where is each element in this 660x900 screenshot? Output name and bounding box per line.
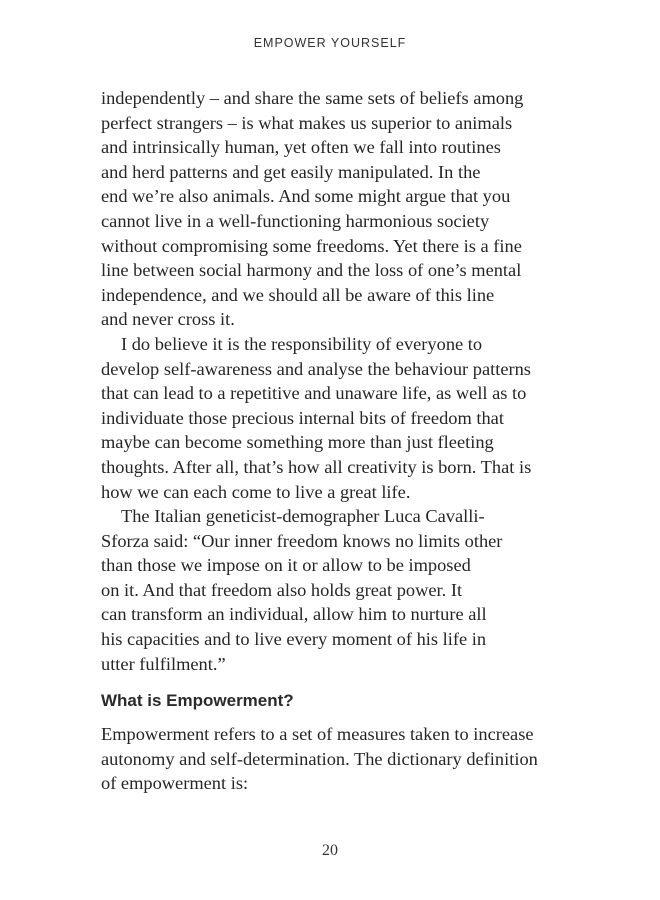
text-line: autonomy and self-determination. The dictionary definition xyxy=(101,748,538,769)
text-line: individuate those precious internal bits of freedom that xyxy=(101,407,504,428)
text-line: maybe can become something more than just fleeting xyxy=(101,432,494,453)
text-line: of empowerment is: xyxy=(101,773,249,794)
text-line: than those we impose on it or allow to be imposed xyxy=(101,555,471,576)
paragraph-2 xyxy=(101,332,571,504)
text-line: independently – and share the same sets of beliefs among xyxy=(101,88,524,108)
text-line: and never cross it. xyxy=(101,309,235,330)
page-number: 20 xyxy=(322,842,338,859)
running-head: EMPOWER YOURSELF xyxy=(253,36,407,50)
text-line: and intrinsically human, yet often we fall into routines xyxy=(101,137,501,158)
text-line: on it. And that freedom also holds great power. It xyxy=(101,579,463,600)
paragraph-3 xyxy=(101,504,571,676)
section-heading: What is Empowerment? xyxy=(101,691,294,711)
text-line: that can lead to a repetitive and unaware life, as well as to xyxy=(101,383,527,404)
text-line: Sforza said: “Our inner freedom knows no limits other xyxy=(101,530,503,551)
text-line: and herd patterns and get easily manipulated. In the xyxy=(101,161,481,182)
text-line: I do believe it is the responsibility of everyone to xyxy=(121,333,483,354)
text-line: thoughts. After all, that’s how all creativity is born. That is xyxy=(101,456,532,477)
text-line: without compromising some freedoms. Yet there is a fine xyxy=(101,235,522,256)
text-line: cannot live in a well-functioning harmonious society xyxy=(101,210,490,231)
text-line: independence, and we should all be aware of this line xyxy=(101,284,495,305)
paragraph-4 xyxy=(101,722,571,796)
text-line: how we can each come to live a great life. xyxy=(101,481,411,502)
text-line: utter fulfilment.” xyxy=(101,653,226,674)
body-text xyxy=(101,86,571,796)
text-line: develop self-awareness and analyse the behaviour patterns xyxy=(101,358,531,379)
text-line: end we’re also animals. And some might argue that you xyxy=(101,186,511,207)
text-line: Empowerment refers to a set of measures taken to increase xyxy=(101,724,534,745)
text-line: line between social harmony and the loss of one’s mental xyxy=(101,260,522,281)
text-line: can transform an individual, allow him to nurture all xyxy=(101,604,487,625)
paragraph-1 xyxy=(101,86,571,332)
text-line: his capacities and to live every moment of his life in xyxy=(101,629,487,650)
text-line: The Italian geneticist-demographer Luca Cavalli- xyxy=(121,506,485,527)
text-line: perfect strangers – is what makes us superior to animals xyxy=(101,112,513,133)
